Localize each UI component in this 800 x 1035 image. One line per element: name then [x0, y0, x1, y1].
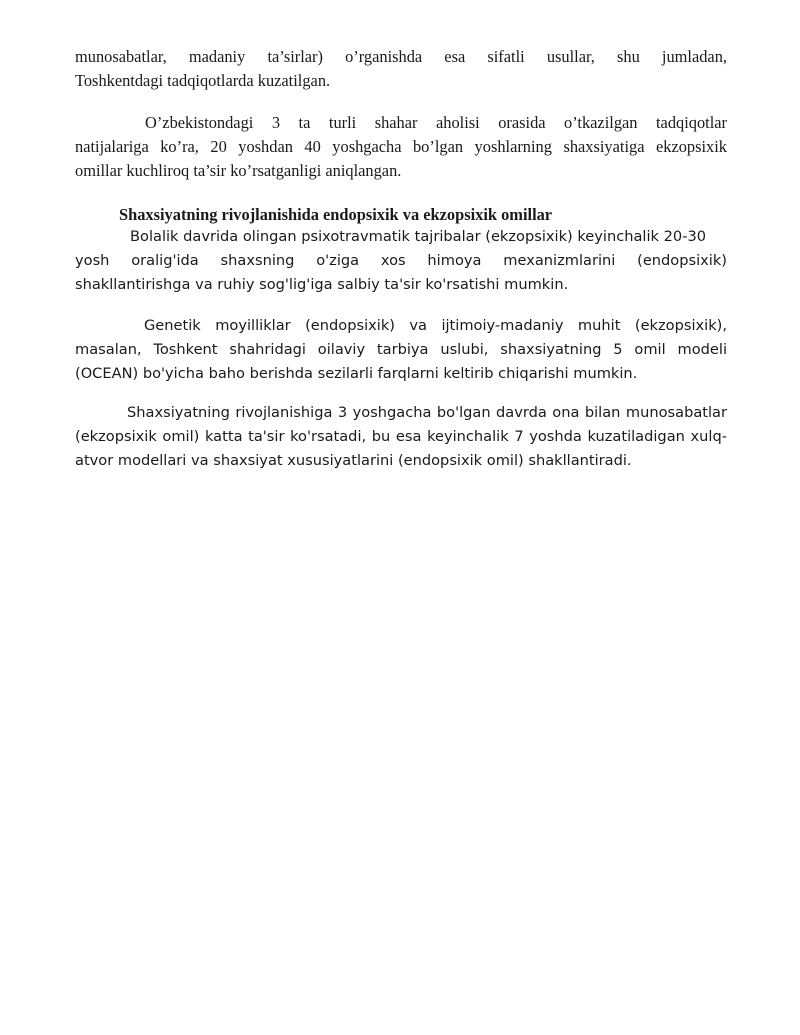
- paragraph-line: munosabatlar, madaniy ta’sirlar) o’rganishda esa sifatli usullar, shu jumladan,: [75, 47, 727, 66]
- paragraph-line: atvor modellari va shaxsiyat xususiyatlarini (endopsixik omil) shakllantiradi.: [75, 452, 632, 469]
- paragraph-line: (ekzopsixik omil) katta ta'sir ko'rsatadi, bu esa keyinchalik 7 yoshda kuzatiladigan xulq-: [75, 428, 727, 445]
- paragraph-intro: [75, 45, 727, 93]
- paragraph-line: Bolalik davrida olingan psixotravmatik tajribalar (ekzopsixik) keyinchalik 20-30: [130, 228, 707, 245]
- paragraph-early-childhood: [75, 401, 727, 473]
- paragraph-genetics: [75, 314, 727, 386]
- paragraph-research-findings: [75, 111, 727, 183]
- section-heading: Shaxsiyatning rivojlanishida endopsixik va ekzopsixik omillar: [119, 205, 553, 224]
- paragraph-line: Toshkentdagi tadqiqotlarda kuzatilgan.: [75, 71, 331, 90]
- paragraph-line: O’zbekistondagi 3 ta turli shahar aholisi orasida o’tkazilgan tadqiqotlar: [145, 113, 727, 132]
- paragraph-line: yosh oralig'ida shaxsning o'ziga xos himoya mexanizmlarini (endopsixik): [75, 252, 727, 269]
- paragraph-childhood-trauma: [75, 225, 727, 297]
- paragraph-line: (OCEAN) bo'yicha baho berishda sezilarli farqlarni keltirib chiqarishi mumkin.: [75, 365, 638, 382]
- paragraph-line: masalan, Toshkent shahridagi oilaviy tarbiya uslubi, shaxsiyatning 5 omil modeli: [75, 341, 727, 358]
- paragraph-line: omillar kuchliroq ta’sir ko’rsatganligi aniqlangan.: [75, 161, 402, 180]
- paragraph-line: natijalariga ko’ra, 20 yoshdan 40 yoshgacha bo’lgan yoshlarning shaxsiyatiga ekzopsixik: [75, 137, 727, 156]
- paragraph-line: shakllantirishga va ruhiy sog'lig'iga salbiy ta'sir ko'rsatishi mumkin.: [75, 276, 569, 293]
- paragraph-line: Shaxsiyatning rivojlanishiga 3 yoshgacha bo'lgan davrda ona bilan munosabatlar: [127, 404, 727, 421]
- paragraph-line: Genetik moyilliklar (endopsixik) va ijtimoiy-madaniy muhit (ekzopsixik),: [144, 317, 727, 334]
